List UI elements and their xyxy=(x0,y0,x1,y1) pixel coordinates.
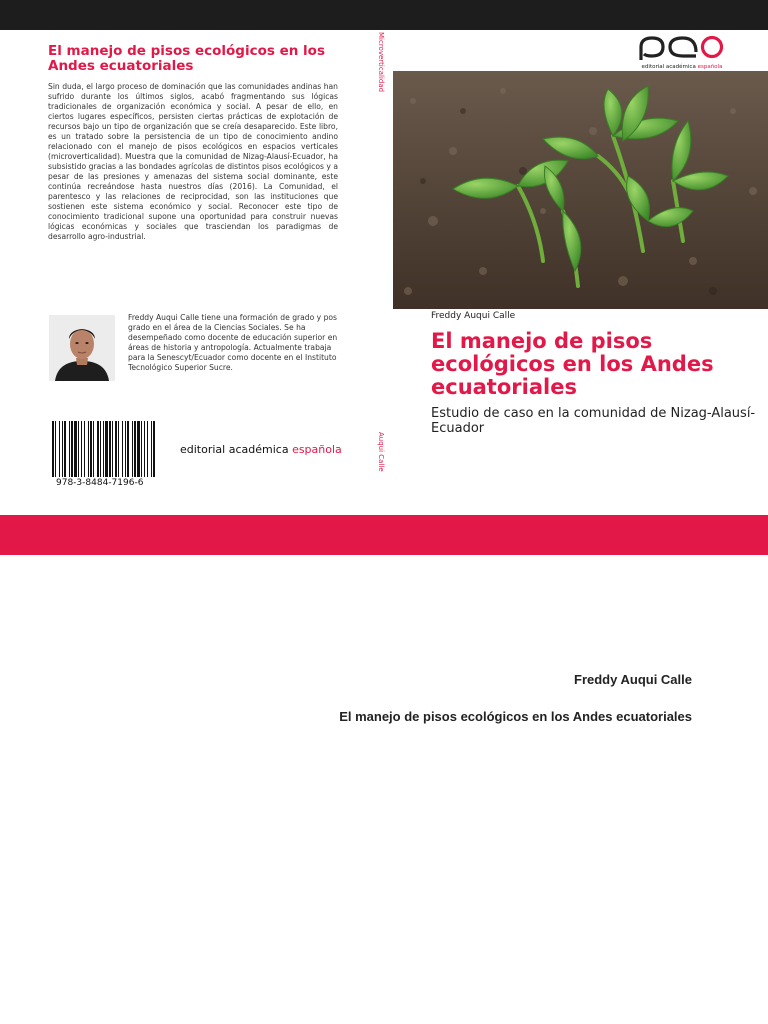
back-cover-title: El manejo de pisos ecológicos en los Andes ecuatoriales xyxy=(48,43,325,74)
front-cover-subtitle: Estudio de caso en la comunidad de Nizag-Alausí-Ecuador xyxy=(431,406,756,436)
spine-bottom-text: Auqui Calle xyxy=(377,432,385,472)
publisher-logo xyxy=(638,34,728,68)
front-cover-author: Freddy Auqui Calle xyxy=(431,311,516,321)
publisher-name-back xyxy=(180,443,342,456)
red-band xyxy=(0,515,768,555)
front-cover-title: El manejo de pisos ecológicos en los Andes ecuatoriales xyxy=(431,329,714,399)
author-photo xyxy=(49,315,115,381)
top-bar xyxy=(0,0,768,30)
listing-author: Freddy Auqui Calle xyxy=(574,672,692,687)
author-bio: Freddy Auqui Calle tiene una formación de grado y pos grado en el área de la Ciencias Sociales. Se ha desempeñado como docente de educación superior en áreas de historia y antropología. Actualmente trabaja para la Senescyt/Ecuador como docente en el Instituto Tecnológico Superior Sucre. xyxy=(128,313,338,372)
back-cover-blurb: Sin duda, el largo proceso de dominación que las comunidades andinas han sufrido durante los últimos siglos, acabó fragmentando sus lógicas tradicionales de organización económica y social. A pesar de ello, en ciertos lugares específicos, persisten ciertas prácticas de explotación de recursos bajo un tipo de organización que se creía desaparecido. Este libro, es un tratado sobre la persistencia de un tipo de conocimiento andino relacionado con el manejo de pisos ecológicos en espacios verticales (microverticalidad). Muestra que la comunidad de Nizag-Alausí-Ecuador, ha subsistido gracias a las bondades agrícolas de distintos pisos ecológicos y a pesar de las presiones y amenazas del sistema social dominante, este continúa recreándose hasta nuestros días (2016). La Comunidad, el parentesco y las relaciones de reciprocidad, son las instituciones que sostienen este sistema económico y social. Reconocer este tipo de conocimiento tradicional supone una oportunidad para construir nuevas lógicas económicas y sociales que trasciendan los paradigmas de desarrollo agro-industrial. xyxy=(48,82,338,241)
listing-title: El manejo de pisos ecológicos en los Andes ecuatoriales xyxy=(339,709,692,724)
barcode xyxy=(49,421,159,477)
isbn-number: 978-3-8484-7196-6 xyxy=(56,478,144,488)
cover-photo-seedlings xyxy=(393,71,768,309)
publisher-main: editorial académica xyxy=(180,443,289,456)
publisher-accent: española xyxy=(292,443,342,456)
logo-caption: editorial académica española xyxy=(641,64,723,70)
spine-top-text: Microverticalidad xyxy=(377,32,385,93)
